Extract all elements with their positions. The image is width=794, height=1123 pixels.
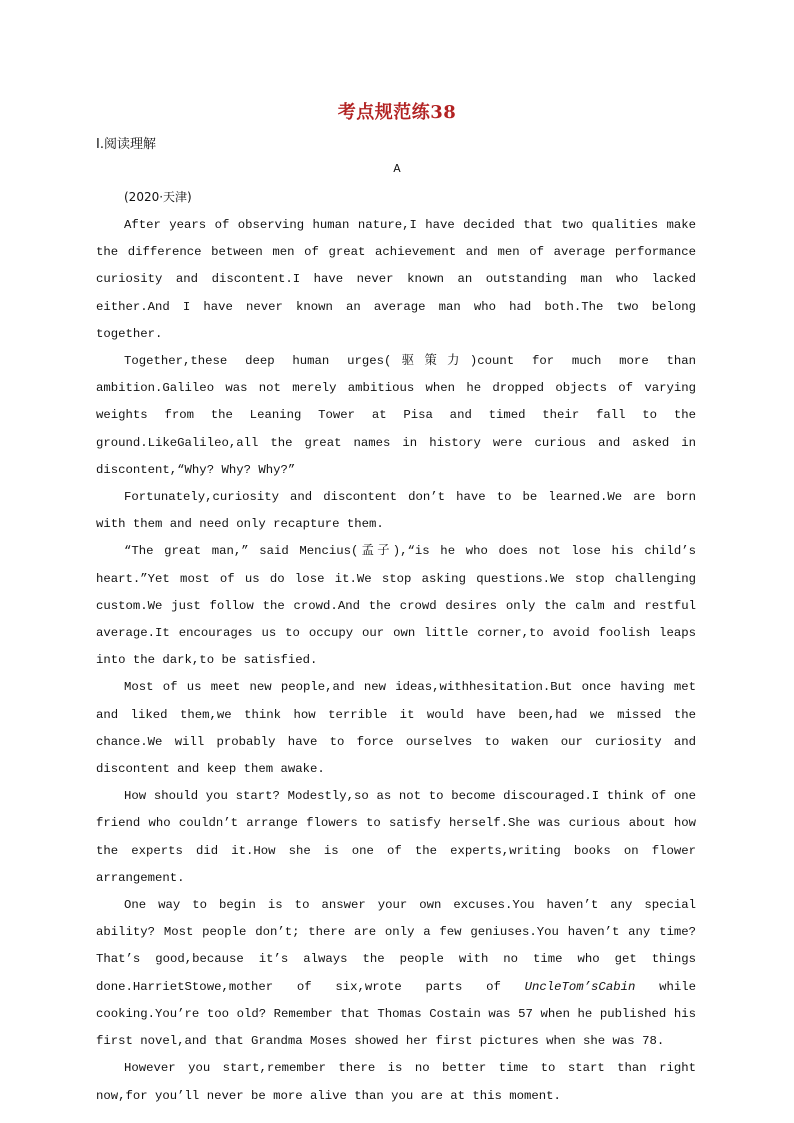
- book-title: UncleTom’sCabin: [524, 979, 636, 994]
- paragraph-8: However you start,remember there is no better time to start than right now,for you’ll never be more alive than you are at this moment.: [96, 1061, 696, 1103]
- paragraph-3: Fortunately,curiosity and discontent don’t have to be learned.We are born with them and need only recapture them.: [96, 490, 696, 532]
- paragraph-7-part-1: One way to begin is to answer your own excuses.You haven’t any special ability? Most people don’t; there are only a few geniuses.You haven’t any time? That’s good,because it’s always the people with no time who get things done.HarrietStowe,mother of six,wrote parts of: [96, 898, 696, 994]
- section-heading: Ⅰ.阅读理解: [96, 137, 156, 152]
- passage-source: (2020·天津): [124, 190, 192, 204]
- paragraph-2: Together,these deep human urges(驱策力)count for much more than ambition.Galileo was not merely ambitious when he dropped objects of varying weights from the Leaning Tower at Pisa and timed their fall to the ground.LikeGalileo,all the great names in history were curious and asked in discontent,“Why? Why? Why?”: [96, 354, 696, 477]
- paragraph-6: How should you start? Modestly,so as not to become discouraged.I think of one friend who couldn’t arrange flowers to satisfy herself.She was curious about how the experts did it.How she is one of the experts,writing books on flower arrangement.: [96, 789, 696, 885]
- passage-body: [96, 212, 696, 1110]
- page-title: 考点规范练38: [337, 102, 457, 123]
- paragraph-7-part-2: while cooking.You’re too old? Remember that Thomas Costain was 57 when he published his first novel,and that Grandma Moses showed her first pictures when she was 78.: [96, 979, 696, 1049]
- paragraph-1: After years of observing human nature,I have decided that two qualities make the difference between men of great achievement and men of average performance curiosity and discontent.I have never known an outstanding man who lacked either.And I have never known an average man who had both.The two belong together.: [96, 218, 696, 341]
- paragraph-5: Most of us meet new people,and new ideas,withhesitation.But once having met and liked them,we think how terrible it would have been,had we missed the chance.We will probably have to force ourselves to waken our curiosity and discontent and keep them awake.: [96, 680, 696, 777]
- passage-letter: A: [393, 162, 401, 176]
- paragraph-4: “The great man,” said Mencius(孟子),“is he who does not lose his child’s heart.”Yet most of us do lose it.We stop asking questions.We stop challenging custom.We just follow the crowd.And the crowd desires only the calm and restful average.It encourages us to occupy our own little corner,to avoid foolish leaps into the dark,to be satisfied.: [96, 544, 696, 668]
- paragraph-7: [96, 892, 696, 1055]
